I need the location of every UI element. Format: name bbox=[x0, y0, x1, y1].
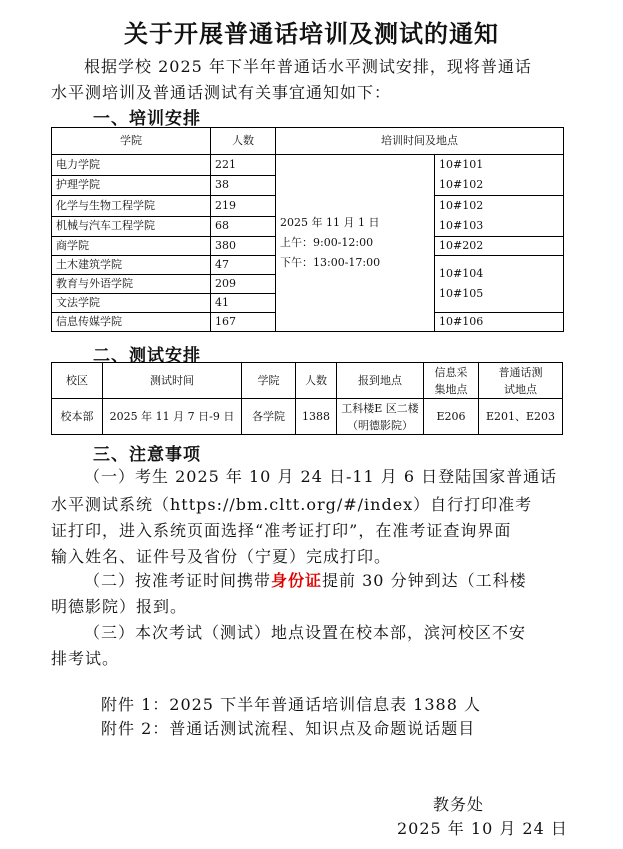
training-table bbox=[51, 127, 564, 332]
training-morning: 上午：9:00-12:00 bbox=[280, 236, 374, 249]
notice-1-line-4: 输入姓名、证件号及省份（宁夏）完成打印。 bbox=[51, 547, 392, 566]
count-cell: 38 bbox=[211, 175, 276, 196]
count-cell: 221 bbox=[211, 155, 276, 176]
report-line: 工科楼E 区二楼 bbox=[341, 401, 419, 415]
college-cell: 化学与生物工程学院 bbox=[52, 196, 211, 217]
college-cell: 信息传媒学院 bbox=[52, 313, 211, 332]
id-card-highlight: 身份证 bbox=[271, 571, 323, 590]
room-cell: 10#202 bbox=[435, 237, 564, 256]
th-college: 学院 bbox=[242, 363, 296, 399]
test-place-cell: E201、E203 bbox=[479, 399, 563, 435]
th-campus: 校区 bbox=[52, 363, 103, 399]
count-cell: 47 bbox=[211, 256, 276, 275]
count-cell: 1388 bbox=[296, 399, 337, 435]
room: 10#105 bbox=[439, 287, 484, 300]
page-title: 关于开展普通话培训及测试的通知 bbox=[124, 19, 499, 48]
training-date: 2025 年 11 月 1 日 bbox=[280, 216, 380, 229]
notice-3-line-2: 排考试。 bbox=[51, 649, 120, 668]
college-cell: 机械与汽车工程学院 bbox=[52, 216, 211, 237]
report-line: （明德影院） bbox=[347, 418, 413, 432]
th-test-time: 测试时间 bbox=[103, 363, 242, 399]
th-test-place bbox=[479, 363, 563, 399]
room: 10#104 bbox=[439, 267, 484, 280]
intro-line-1: 根据学校 2025 年下半年普通话水平测试安排，现将普通话 bbox=[84, 57, 532, 76]
th-count: 人数 bbox=[296, 363, 337, 399]
college-cell: 护理学院 bbox=[52, 175, 211, 196]
count-cell: 167 bbox=[211, 313, 276, 332]
room-cell bbox=[435, 256, 564, 313]
college-cell: 商学院 bbox=[52, 237, 211, 256]
room: 10#102 bbox=[439, 199, 484, 212]
training-afternoon: 下午：13:00-17:00 bbox=[280, 256, 381, 269]
th-count: 人数 bbox=[211, 128, 276, 155]
attachment-2: 附件 2：普通话测试流程、知识点及命题说话题目 bbox=[101, 719, 476, 738]
college-cell: 土木建筑学院 bbox=[52, 256, 211, 275]
college-cell: 文法学院 bbox=[52, 294, 211, 313]
notice-1-line-1: （一）考生 2025 年 10 月 24 日-11 月 6 日登陆国家普通话 bbox=[84, 467, 558, 486]
info-place-cell: E206 bbox=[424, 399, 479, 435]
notice-2-after: 提前 30 分钟到达（工科楼 bbox=[322, 571, 527, 590]
section1-heading: 一、培训安排 bbox=[93, 109, 201, 129]
count-cell: 219 bbox=[211, 196, 276, 217]
training-time bbox=[276, 155, 435, 332]
section2-heading: 二、测试安排 bbox=[93, 346, 201, 366]
count-cell: 380 bbox=[211, 237, 276, 256]
notice-2-before: （二）按准考证时间携带 bbox=[84, 571, 272, 590]
college-cell: 各学院 bbox=[242, 399, 296, 435]
test-table bbox=[51, 362, 563, 435]
room: 10#102 bbox=[439, 178, 484, 191]
th-college: 学院 bbox=[52, 128, 211, 155]
college-cell: 电力学院 bbox=[52, 155, 211, 176]
notice-2-line-1 bbox=[84, 567, 527, 595]
th-report-place: 报到地点 bbox=[337, 363, 424, 399]
count-cell: 68 bbox=[211, 216, 276, 237]
notice-1-line-2: 水平测试系统（https://bm.cltt.org/#/index）自行打印准考 bbox=[51, 495, 533, 514]
th-test-line: 试地点 bbox=[504, 382, 537, 396]
count-cell: 209 bbox=[211, 275, 276, 294]
campus-cell: 校本部 bbox=[52, 399, 103, 435]
count-cell: 41 bbox=[211, 294, 276, 313]
notice-3-line-1: （三）本次考试（测试）地点设置在校本部，滨河校区不安 bbox=[84, 623, 527, 642]
notice-1-line-3: 证打印，进入系统页面选择“准考证打印”，在准考证查询界面 bbox=[51, 521, 512, 540]
college-cell: 教育与外语学院 bbox=[52, 275, 211, 294]
notice-2-line-2: 明德影院）报到。 bbox=[51, 597, 188, 616]
issuer: 教务处 bbox=[433, 795, 485, 814]
report-place-cell bbox=[337, 399, 424, 435]
room-cell bbox=[435, 196, 564, 237]
th-info-place bbox=[424, 363, 479, 399]
test-time-cell: 2025 年 11 月 7 日-9 日 bbox=[103, 399, 242, 435]
issue-date: 2025 年 10 月 24 日 bbox=[397, 819, 568, 838]
room: 10#101 bbox=[439, 158, 484, 171]
th-info-line: 集地点 bbox=[434, 382, 468, 396]
room-cell bbox=[435, 155, 564, 196]
room: 10#103 bbox=[439, 219, 484, 232]
section3-heading: 三、注意事项 bbox=[93, 445, 201, 465]
intro-line-2: 水平测培训及普通话测试有关事宜通知如下： bbox=[51, 83, 392, 102]
th-info-line: 信息采 bbox=[434, 365, 468, 379]
th-time-place: 培训时间及地点 bbox=[276, 128, 564, 155]
th-test-line: 普通话测 bbox=[498, 365, 543, 379]
room-cell: 10#106 bbox=[435, 313, 564, 332]
attachment-1: 附件 1：2025 下半年普通话培训信息表 1388 人 bbox=[101, 695, 481, 714]
